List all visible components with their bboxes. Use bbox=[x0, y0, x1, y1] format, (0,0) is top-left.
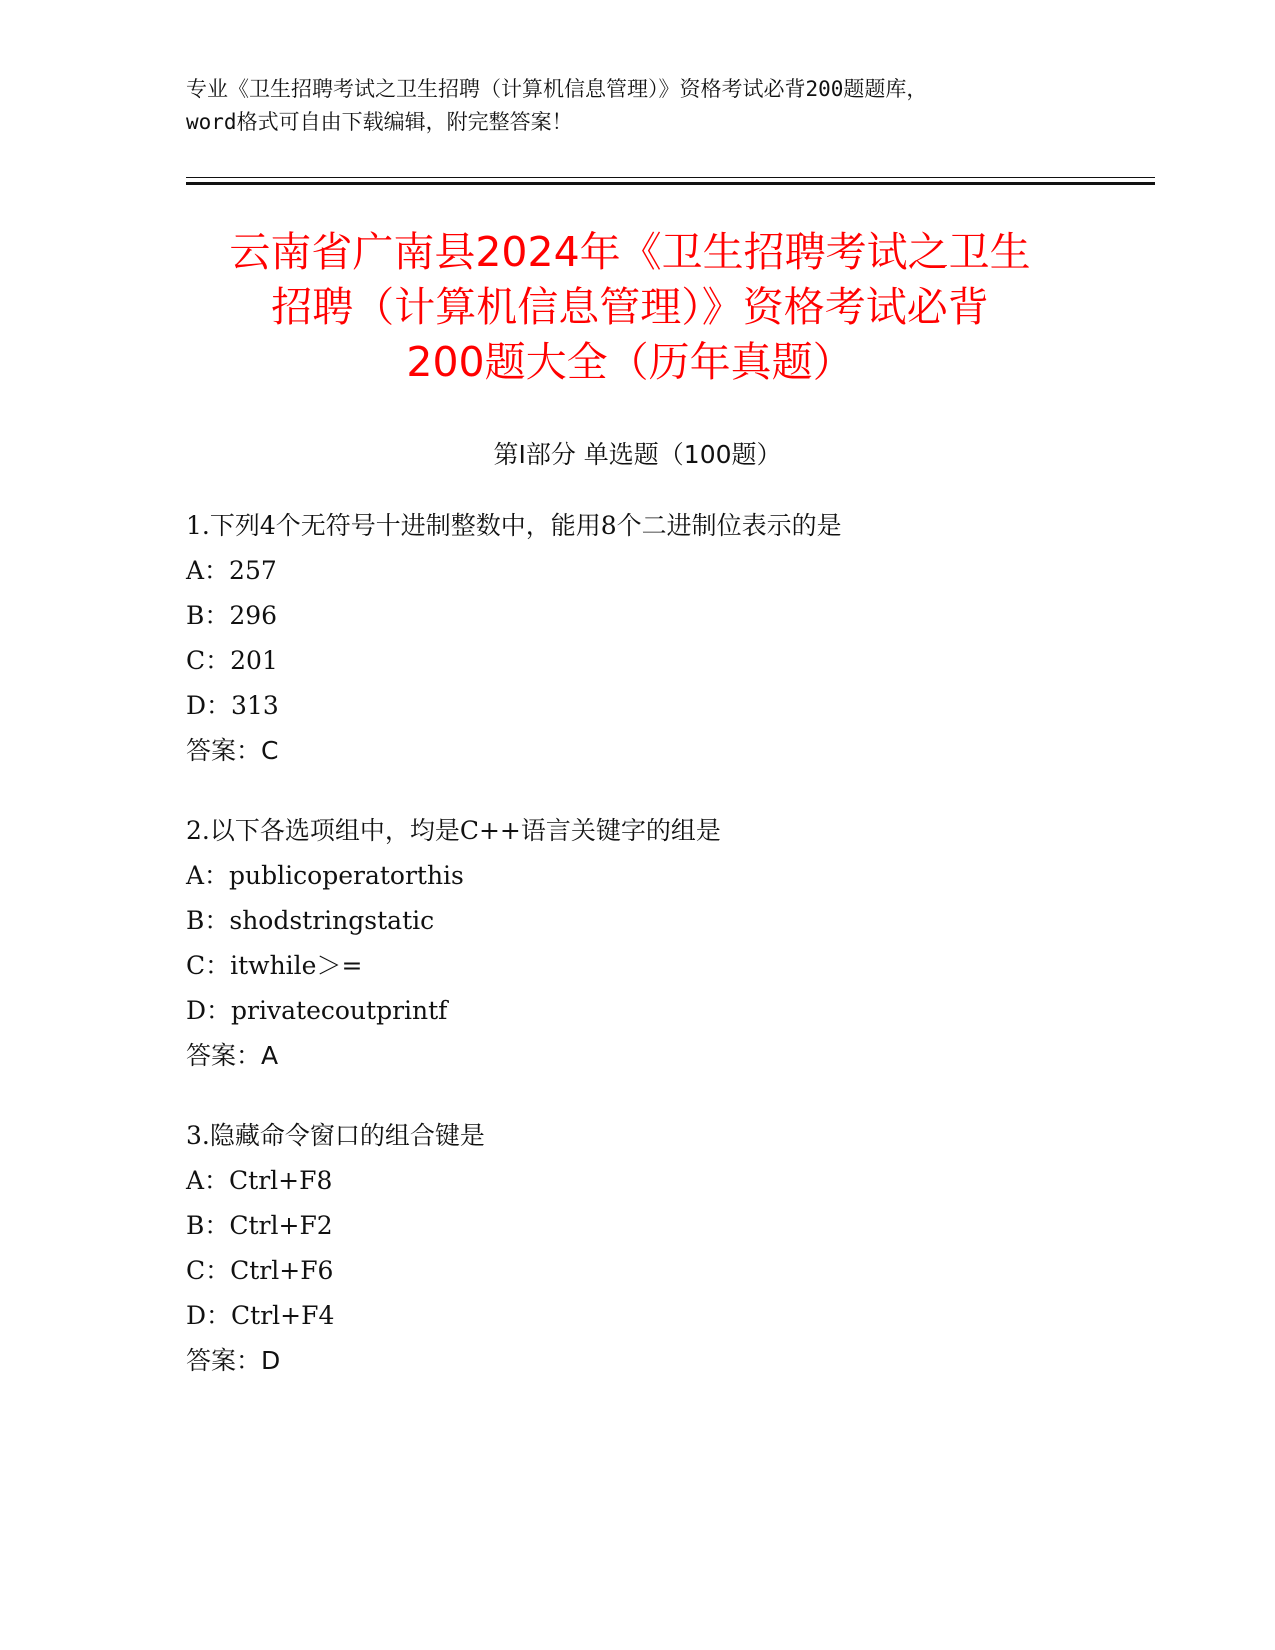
question-3 bbox=[186, 1113, 1086, 1383]
question-stem: 1.下列4个无符号十进制整数中，能用8个二进制位表示的是 bbox=[186, 511, 842, 540]
option-b: B：shodstringstatic bbox=[186, 906, 435, 935]
header-divider-thin bbox=[186, 177, 1155, 178]
title-line-3: 200题大全（历年真题） bbox=[406, 338, 854, 386]
header-line-1: 专业《卫生招聘考试之卫生招聘（计算机信息管理）》资格考试必背200题题库， bbox=[186, 77, 928, 101]
answer: 答案：D bbox=[186, 1346, 281, 1375]
title-line-1: 云南省广南县2024年《卫生招聘考试之卫生 bbox=[229, 228, 1031, 276]
option-c: C：Ctrl+F6 bbox=[186, 1256, 334, 1285]
header-line-2: word格式可自由下载编辑，附完整答案！ bbox=[186, 110, 573, 134]
header-divider-thick bbox=[186, 182, 1155, 185]
document-title bbox=[150, 225, 1110, 390]
section-title: 第Ⅰ部分 单选题（100题） bbox=[493, 440, 782, 469]
question-stem: 2.以下各选项组中，均是C++语言关键字的组是 bbox=[186, 816, 721, 845]
question-2 bbox=[186, 808, 1086, 1078]
option-a: A：257 bbox=[186, 556, 277, 585]
option-a: A：Ctrl+F8 bbox=[186, 1166, 333, 1195]
title-line-2: 招聘（计算机信息管理）》资格考试必背 bbox=[271, 283, 989, 331]
option-c: C：itwhile＞= bbox=[186, 951, 363, 980]
question-stem: 3.隐藏命令窗口的组合键是 bbox=[186, 1121, 485, 1150]
option-c: C：201 bbox=[186, 646, 278, 675]
option-d: D：Ctrl+F4 bbox=[186, 1301, 335, 1330]
document-header bbox=[186, 73, 1106, 139]
option-b: B：Ctrl+F2 bbox=[186, 1211, 333, 1240]
option-b: B：296 bbox=[186, 601, 278, 630]
option-d: D：privatecoutprintf bbox=[186, 996, 448, 1025]
answer: 答案：A bbox=[186, 1041, 279, 1070]
option-a: A：publicoperatorthis bbox=[186, 861, 464, 890]
question-1 bbox=[186, 503, 1086, 773]
option-d: D：313 bbox=[186, 691, 279, 720]
answer: 答案：C bbox=[186, 736, 279, 765]
